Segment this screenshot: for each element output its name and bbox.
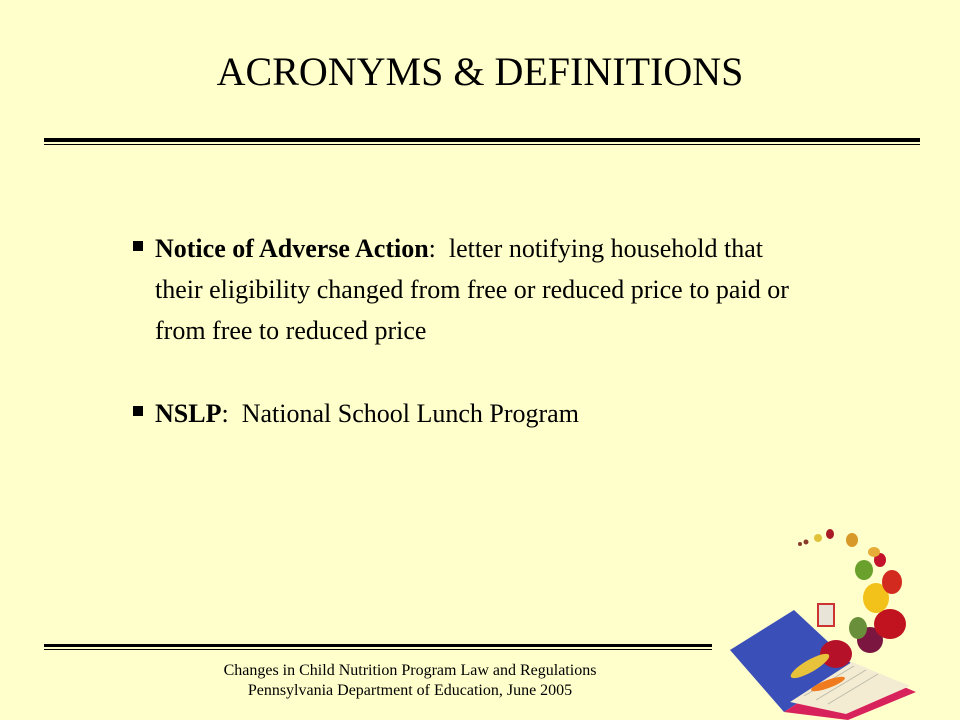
definition-item <box>130 393 810 434</box>
book-with-fruits-icon <box>724 516 960 720</box>
square-bullet-icon <box>133 406 143 416</box>
red-pepper-icon <box>882 570 902 594</box>
bread-icon <box>846 533 858 547</box>
definition-item <box>130 228 810 351</box>
green-apple-icon <box>855 560 873 580</box>
footer-line: Pennsylvania Department of Education, June 2005 <box>247 682 573 699</box>
tomato-icon <box>874 609 906 639</box>
bread-icon <box>868 547 880 557</box>
title-divider <box>44 138 920 145</box>
cherry-icon <box>826 529 834 539</box>
definition-list <box>130 228 810 434</box>
definition-term: NSLP <box>155 399 222 428</box>
definition-text: letter notifying household that their eligibility changed from free or reduced price to paid or from free to reduced price <box>155 234 796 345</box>
definition-separator: : <box>428 234 436 263</box>
square-bullet-icon <box>133 241 143 251</box>
footer-divider <box>44 644 712 650</box>
lemon-icon <box>814 534 822 542</box>
artichoke-icon <box>849 617 867 639</box>
slide-footer <box>110 661 710 701</box>
definition-term: Notice of Adverse Action <box>155 234 429 263</box>
definition-text: National School Lunch Program <box>228 399 579 428</box>
slide-title: ACRONYMS & DEFINITIONS <box>216 49 744 94</box>
milk-carton-icon <box>818 604 834 626</box>
footer-line: Changes in Child Nutrition Program Law and Regulations <box>223 662 597 679</box>
definition-separator: : <box>221 399 229 428</box>
